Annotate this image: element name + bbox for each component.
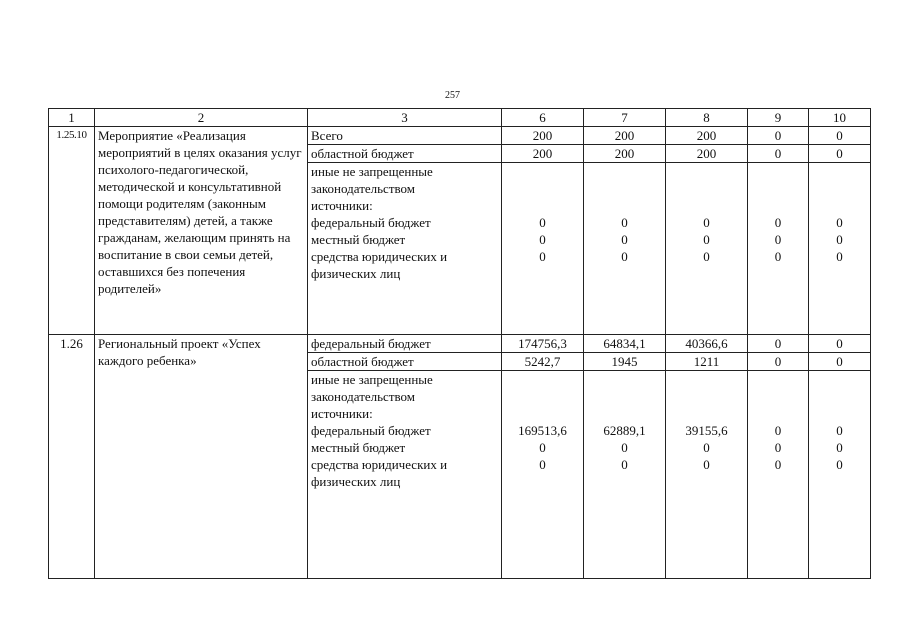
source-line: местный бюджет — [311, 440, 406, 455]
column-header: 6 — [502, 109, 584, 127]
column-header: 1 — [49, 109, 95, 127]
value: 0 — [703, 440, 710, 455]
value: 0 — [774, 423, 782, 438]
value: 0 — [621, 440, 628, 455]
value: 0 — [774, 457, 782, 472]
source-line: физических лиц — [311, 266, 401, 281]
value-cell: 0 — [809, 145, 871, 163]
source-cell: Всего — [308, 127, 502, 145]
value-cell: 200 — [502, 145, 584, 163]
value-cell: 0 — [809, 353, 871, 371]
value: 0 — [774, 232, 782, 247]
value-cell: 64834,1 — [584, 335, 666, 353]
column-header: 8 — [666, 109, 748, 127]
value-cell: 0 — [748, 353, 809, 371]
value: 0 — [703, 215, 710, 230]
value: 0 — [836, 423, 843, 438]
value-cell: 5242,7 — [502, 353, 584, 371]
value: 0 — [703, 249, 710, 264]
value: 62889,1 — [603, 423, 646, 438]
other-sources-cell — [308, 371, 502, 579]
value: 0 — [836, 440, 843, 455]
budget-table — [48, 108, 871, 579]
source-line: физических лиц — [311, 474, 401, 489]
value-cell: 1945 — [584, 353, 666, 371]
value: 0 — [703, 457, 710, 472]
value-cell: 40366,6 — [666, 335, 748, 353]
value: 0 — [836, 249, 843, 264]
value: 0 — [621, 249, 628, 264]
values-cell — [748, 371, 809, 579]
source-line: законодательством — [311, 181, 416, 196]
values-cell — [809, 371, 871, 579]
source-cell: областной бюджет — [308, 353, 502, 371]
values-cell — [666, 163, 748, 335]
value: 39155,6 — [685, 423, 728, 438]
value-cell: 200 — [666, 145, 748, 163]
value-cell: 200 — [584, 127, 666, 145]
row-code: 1.25.10 — [49, 127, 95, 335]
values-cell — [584, 371, 666, 579]
source-line: иные не запрещенные — [311, 372, 433, 387]
row-code: 1.26 — [49, 335, 95, 579]
value-cell: 200 — [502, 127, 584, 145]
values-cell — [502, 371, 584, 579]
source-line: источники: — [311, 406, 373, 421]
other-sources-cell — [308, 163, 502, 335]
value: 0 — [836, 232, 843, 247]
source-line: средства юридических и — [311, 457, 448, 472]
value-cell: 0 — [748, 335, 809, 353]
value-cell: 200 — [584, 145, 666, 163]
value: 0 — [621, 457, 628, 472]
source-line: источники: — [311, 198, 373, 213]
source-line: федеральный бюджет — [311, 215, 431, 230]
value: 0 — [539, 249, 546, 264]
source-line: средства юридических и — [311, 249, 448, 264]
value: 0 — [836, 457, 843, 472]
value: 0 — [621, 232, 628, 247]
values-cell — [502, 163, 584, 335]
value-cell: 174756,3 — [502, 335, 584, 353]
row-description: Мероприятие «Реализация мероприятий в целях оказания услуг психолого-педагогической, методической и консультативной помощи родителям (законным представителям) детей, а также гражданам, желающим принять на воспитание в свои семьи детей, оставшихся без попечения родителей» — [95, 127, 308, 335]
row-description: Региональный проект «Успех каждого ребенка» — [95, 335, 308, 579]
column-header: 10 — [809, 109, 871, 127]
value: 0 — [539, 215, 546, 230]
value-cell: 0 — [748, 127, 809, 145]
values-cell — [809, 163, 871, 335]
source-cell: областной бюджет — [308, 145, 502, 163]
table-row — [49, 127, 871, 145]
value: 0 — [539, 232, 546, 247]
value: 169513,6 — [518, 423, 567, 438]
source-line: федеральный бюджет — [311, 423, 431, 438]
source-line: законодательством — [311, 389, 416, 404]
value: 0 — [774, 440, 782, 455]
values-cell — [748, 163, 809, 335]
table-row — [49, 335, 871, 353]
source-line: иные не запрещенные — [311, 164, 433, 179]
column-header: 3 — [308, 109, 502, 127]
value: 0 — [774, 249, 782, 264]
values-cell — [666, 371, 748, 579]
values-cell — [584, 163, 666, 335]
source-cell: федеральный бюджет — [308, 335, 502, 353]
value: 0 — [539, 457, 546, 472]
value: 0 — [836, 215, 843, 230]
value-cell: 200 — [666, 127, 748, 145]
column-header: 2 — [95, 109, 308, 127]
value-cell: 0 — [748, 145, 809, 163]
source-line: местный бюджет — [311, 232, 406, 247]
value-cell: 0 — [809, 127, 871, 145]
value: 0 — [539, 440, 546, 455]
column-header: 7 — [584, 109, 666, 127]
value: 0 — [621, 215, 628, 230]
value-cell: 1211 — [666, 353, 748, 371]
value: 0 — [703, 232, 710, 247]
column-header: 9 — [748, 109, 809, 127]
page-number: 257 — [445, 90, 460, 101]
value-cell: 0 — [809, 335, 871, 353]
value: 0 — [774, 215, 782, 230]
column-header-row — [49, 109, 871, 127]
